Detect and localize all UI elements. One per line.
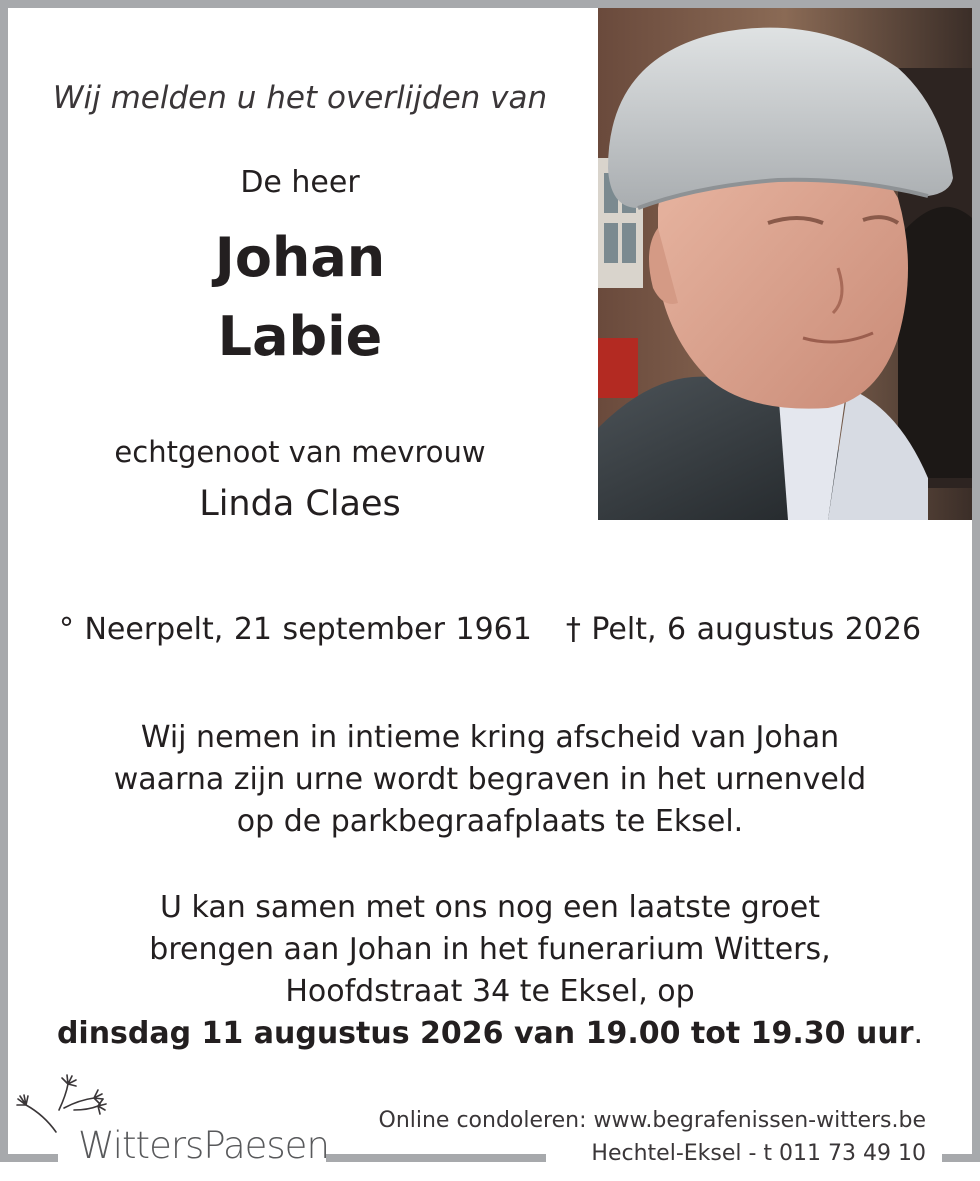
farewell-line: Wij nemen in intieme kring afscheid van Johan bbox=[140, 720, 840, 755]
farewell-line: op de parkbegraafplaats te Eksel. bbox=[236, 804, 744, 839]
frame-top bbox=[0, 0, 980, 8]
spouse-name: Linda Claes bbox=[199, 484, 401, 524]
farewell-paragraph bbox=[0, 717, 980, 843]
visitation-paragraph bbox=[0, 887, 980, 1055]
logo-text: WittersPaesen bbox=[78, 1124, 329, 1167]
birth-date: ° Neerpelt, 21 september 1961 bbox=[58, 612, 532, 647]
intro-text: Wij melden u het overlijden van bbox=[52, 80, 548, 116]
visitation-datetime: dinsdag 11 augustus 2026 van 19.00 tot 19.30 uur bbox=[56, 1016, 914, 1051]
frame-bottom-middle bbox=[326, 1154, 546, 1162]
honorific: De heer bbox=[240, 165, 360, 200]
death-date: † Pelt, 6 augustus 2026 bbox=[565, 612, 922, 647]
condolence-link[interactable]: Online condoleren: www.begrafenissen-witters.be bbox=[378, 1108, 926, 1133]
visitation-line: U kan samen met ons nog een laatste groet bbox=[160, 890, 820, 925]
portrait-photo bbox=[598, 8, 972, 520]
life-dates bbox=[0, 612, 980, 647]
spouse-intro: echtgenoot van mevrouw bbox=[114, 435, 486, 469]
address-phone: Hechtel-Eksel - t 011 73 49 10 bbox=[591, 1141, 926, 1166]
visitation-datetime-line bbox=[0, 1013, 980, 1055]
farewell-line: waarna zijn urne wordt begraven in het urnenveld bbox=[113, 762, 867, 797]
visitation-line: brengen aan Johan in het funerarium Witters, bbox=[149, 932, 831, 967]
frame-bottom-right bbox=[942, 1154, 980, 1162]
first-name: Johan bbox=[214, 226, 386, 289]
visitation-line: Hoofdstraat 34 te Eksel, op bbox=[285, 974, 695, 1009]
last-name: Labie bbox=[217, 305, 383, 368]
visitation-period: . bbox=[913, 1016, 924, 1051]
